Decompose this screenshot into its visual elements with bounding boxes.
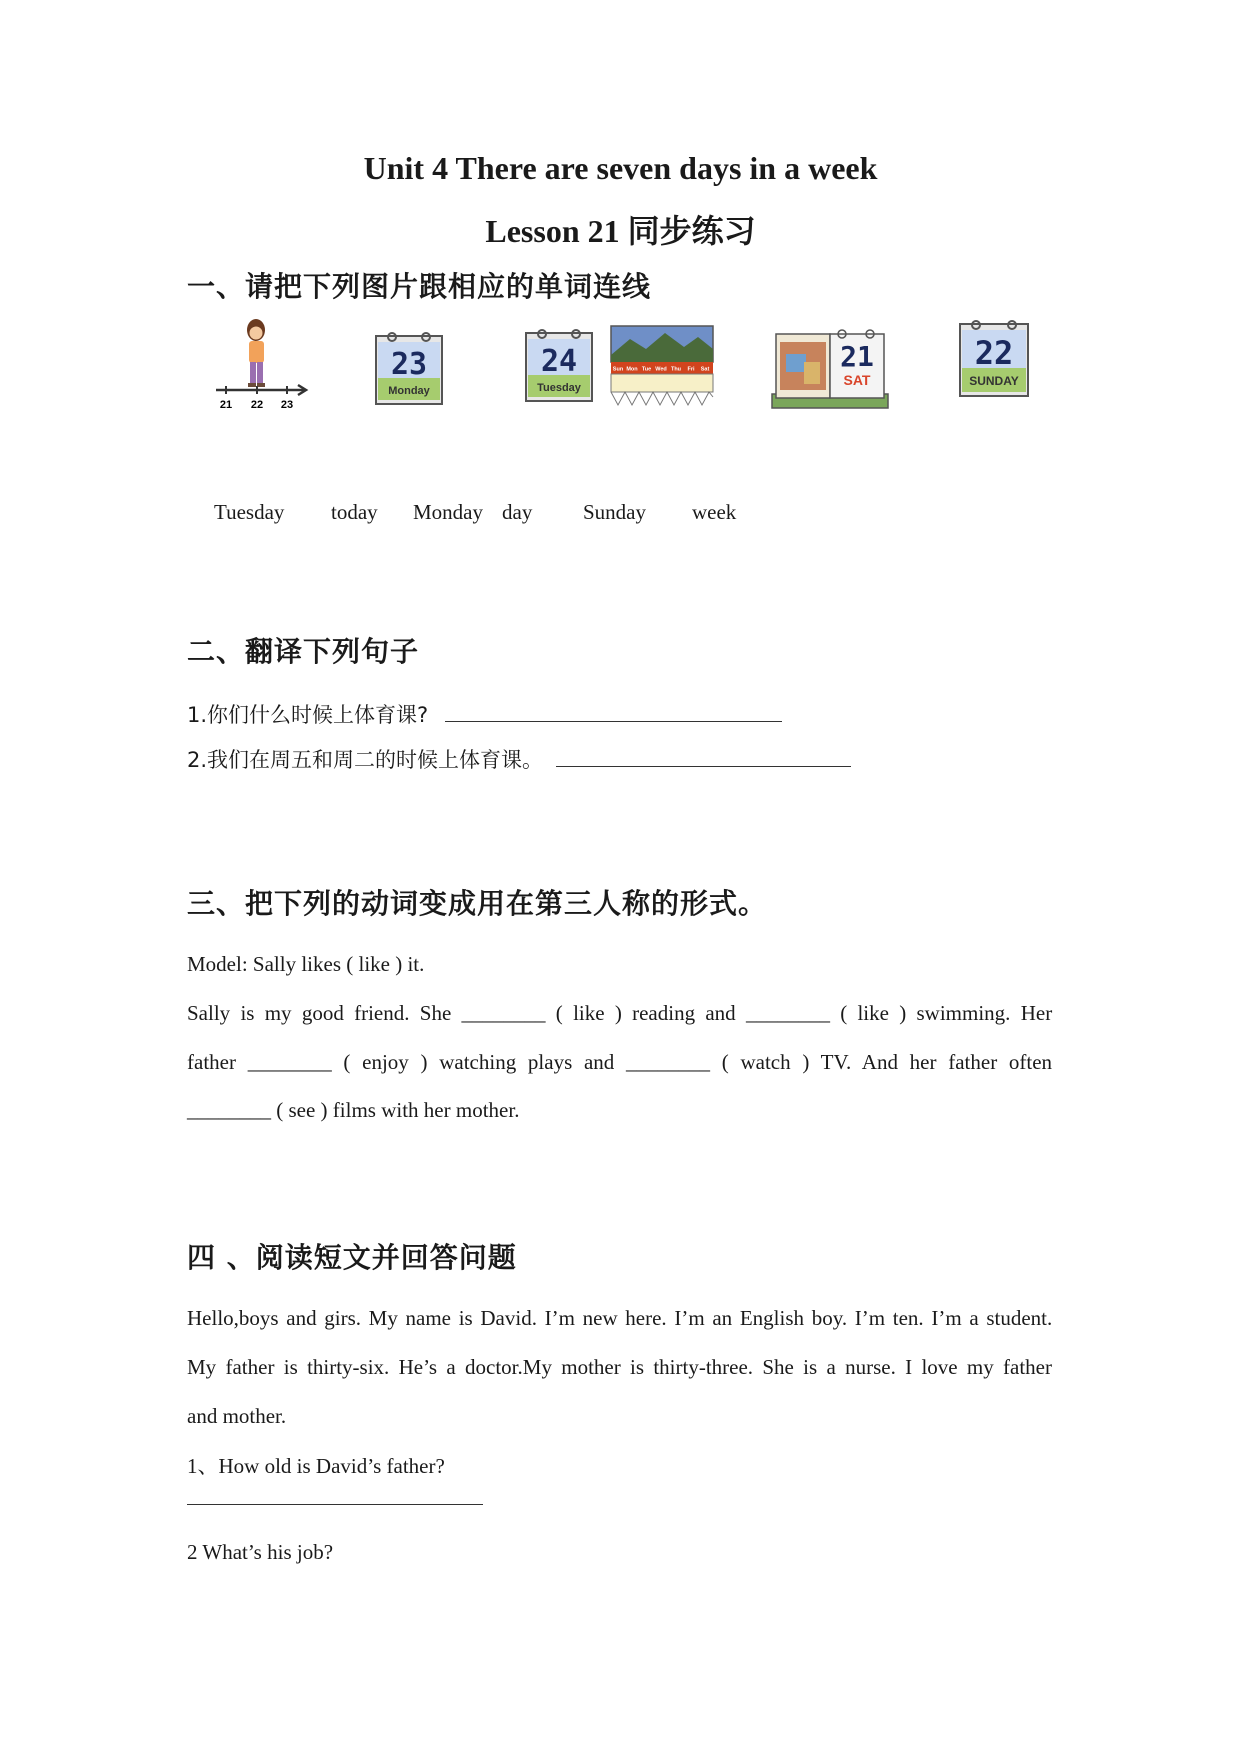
weekday-label: Fri xyxy=(687,366,695,373)
reading-question-2: 2 What’s his job? xyxy=(187,1540,334,1564)
fill-blank[interactable]: ________ xyxy=(745,1001,830,1025)
exercise-line-2: father ________ ( enjoy ) watching plays and ________ ( watch ) TV. And her father often xyxy=(187,1050,1053,1074)
calendar-number: 21 xyxy=(840,340,874,373)
timeline-number: 22 xyxy=(250,399,264,411)
calendar-number: 24 xyxy=(540,344,578,379)
calendar-day-label: Monday xyxy=(388,385,430,397)
fill-blank[interactable]: ________ xyxy=(247,1050,332,1074)
match-word: week xyxy=(692,500,737,524)
translate-question-1 xyxy=(187,699,782,729)
section2-heading: 二、翻译下列句子 xyxy=(187,635,420,668)
calendar-day-label: Tuesday xyxy=(537,382,581,394)
question-text: 1.你们什么时候上体育课? xyxy=(187,703,429,727)
calendar-day-label: SUNDAY xyxy=(969,374,1019,388)
page-subtitle: Lesson 21 同步练习 xyxy=(485,213,756,249)
fill-blank[interactable]: ________ xyxy=(461,1001,546,1025)
calendar-number: 23 xyxy=(390,347,428,382)
calendar-day-label: SAT xyxy=(843,372,871,388)
timeline-number: 21 xyxy=(219,399,233,411)
calendar-sunday-picture xyxy=(958,316,1032,400)
match-word: Sunday xyxy=(583,500,646,524)
calendar-number: 22 xyxy=(974,334,1014,372)
fill-blank[interactable]: ________ xyxy=(626,1050,711,1074)
calendar-monday-picture xyxy=(374,328,446,406)
week-calendar-picture xyxy=(610,325,714,409)
reading-line-3: and mother. xyxy=(187,1404,287,1428)
answer-line[interactable] xyxy=(187,1504,483,1505)
page-title: Unit 4 There are seven days in a week xyxy=(363,150,878,186)
calendar-tuesday-picture xyxy=(524,325,596,403)
weekday-label: Sun xyxy=(612,366,624,373)
model-sentence: Model: Sally likes ( like ) it. xyxy=(187,952,425,976)
girl-timeline-picture xyxy=(212,316,312,412)
section1-heading: 一、请把下列图片跟相应的单词连线 xyxy=(187,270,652,303)
weekday-label: Wed xyxy=(655,366,667,373)
weekday-label: Tue xyxy=(641,366,652,373)
match-word: today xyxy=(331,500,378,524)
exercise-line-1: Sally is my good friend. She ________ ( like ) reading and ________ ( like ) swimming. Her xyxy=(187,1001,1053,1025)
reading-question-1: 1、How old is David’s father? xyxy=(187,1454,445,1478)
reading-line-2: My father is thirty-six. He’s a doctor.My mother is thirty-three. She is a nurse. I love my father xyxy=(187,1355,1052,1379)
calendar-sat-picture xyxy=(770,328,890,412)
weekday-label: Mon xyxy=(626,366,638,373)
weekday-label: Thu xyxy=(670,366,682,373)
weekday-label: Sat xyxy=(700,366,710,373)
section4-heading: 四 、阅读短文并回答问题 xyxy=(187,1241,517,1274)
exercise-line-3: ________ ( see ) films with her mother. xyxy=(187,1098,520,1122)
answer-line[interactable] xyxy=(445,703,782,722)
timeline-number: 23 xyxy=(280,399,294,411)
match-word: day xyxy=(502,500,533,524)
section3-heading: 三、把下列的动词变成用在第三人称的形式。 xyxy=(187,887,768,920)
translate-question-2 xyxy=(187,744,851,774)
answer-line[interactable] xyxy=(556,748,851,767)
match-word: Monday xyxy=(413,500,483,524)
match-word: Tuesday xyxy=(214,500,285,524)
reading-line-1: Hello,boys and girs. My name is David. I’m new here. I’m an English boy. I’m ten. I’m a student. xyxy=(187,1306,1053,1330)
question-text: 2.我们在周五和周二的时候上体育课。 xyxy=(187,748,544,772)
